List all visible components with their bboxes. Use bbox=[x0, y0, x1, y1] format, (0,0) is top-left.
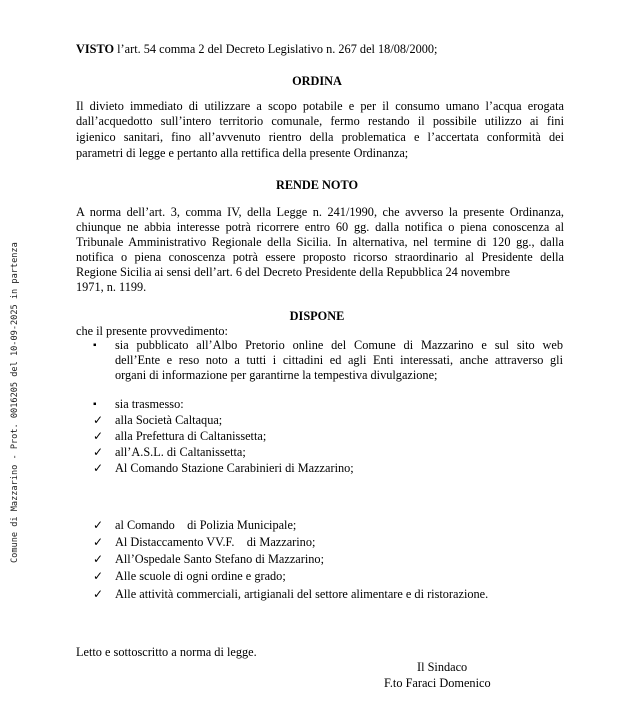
recipient-item: alla Prefettura di Caltanissetta; bbox=[115, 429, 267, 443]
signatory-name: F.to Faraci Domenico bbox=[384, 676, 491, 690]
ordina-line: dall’acquedotto sull’intero territorio comunale, fermo restando il possibile utilizzo ai fini bbox=[76, 114, 564, 128]
rende-noto-line: 1971, n. 1199. bbox=[76, 280, 147, 294]
checkmark-icon: ✓ bbox=[93, 461, 104, 475]
rende-noto-line: Regione Sicilia ai sensi dell’art. 6 del Decreto Presidente della Repubblica 24 novembre bbox=[76, 265, 511, 279]
ordina-line: Il divieto immediato di utilizzare a scopo potabile e per il consumo umano l’acqua erogata bbox=[76, 99, 564, 113]
pubblicato-line: sia pubblicato all’Albo Pretorio online del Comune di Mazzarino e sul sito web bbox=[115, 338, 563, 352]
recipient-item: Alle attività commerciali, artigianali del settore alimentare e di ristorazione. bbox=[115, 587, 489, 601]
visto-paragraph bbox=[76, 42, 437, 57]
ordina-line: parametri di legge e pertanto alla rettifica della presente Ordinanza; bbox=[76, 146, 409, 160]
checkmark-icon: ✓ bbox=[93, 587, 104, 601]
visto-label: VISTO bbox=[76, 42, 115, 56]
checkmark-icon: ✓ bbox=[93, 569, 104, 583]
square-bullet-icon: ▪ bbox=[93, 340, 97, 351]
trasmesso-label: sia trasmesso: bbox=[115, 397, 184, 411]
ordina-line: igienico sanitari, fino all’avvenuto rientro della problematica e l’accertata conformità dei bbox=[76, 130, 564, 144]
letto-sottoscritto: Letto e sottoscritto a norma di legge. bbox=[76, 645, 257, 659]
rende-noto-line: notifica o piena conoscenza potrà essere proposto ricorso straordinario al Presidente della bbox=[76, 250, 564, 264]
checkmark-icon: ✓ bbox=[93, 429, 104, 443]
ordina-heading: ORDINA bbox=[292, 74, 342, 88]
checkmark-icon: ✓ bbox=[93, 413, 104, 427]
protocol-stamp: Comune di Mazzarino - Prot. 0016205 del 10-09-2025 in partenza bbox=[10, 242, 20, 563]
square-bullet-icon: ▪ bbox=[93, 399, 97, 410]
visto-text: l’art. 54 comma 2 del Decreto Legislativo n. 267 del 18/08/2000; bbox=[114, 42, 438, 56]
rende-noto-line: Tribunale Amministrativo Regionale della Sicilia. In alternativa, nel termine di 120 gg., dalla bbox=[76, 235, 564, 249]
recipient-item: Al Distaccamento VV.F. di Mazzarino; bbox=[115, 535, 316, 549]
dispone-intro: che il presente provvedimento: bbox=[76, 324, 228, 338]
recipient-item: all’A.S.L. di Caltanissetta; bbox=[115, 445, 246, 459]
rende-noto-line: A norma dell’art. 3, comma IV, della Legge n. 241/1990, che avverso la presente Ordinanza, bbox=[76, 205, 564, 219]
recipient-item: Alle scuole di ogni ordine e grado; bbox=[115, 569, 286, 583]
recipient-item: al Comando di Polizia Municipale; bbox=[115, 518, 297, 532]
checkmark-icon: ✓ bbox=[93, 445, 104, 459]
checkmark-icon: ✓ bbox=[93, 552, 104, 566]
recipient-item: alla Società Caltaqua; bbox=[115, 413, 223, 427]
rende-noto-heading: RENDE NOTO bbox=[275, 178, 359, 192]
signatory-role: Il Sindaco bbox=[417, 660, 468, 674]
recipient-item: Al Comando Stazione Carabinieri di Mazzarino; bbox=[115, 461, 354, 475]
pubblicato-line: organi di informazione per garantirne la tempestiva divulgazione; bbox=[115, 368, 438, 382]
rende-noto-line: chiunque ne abbia interesse potrà ricorrere entro 60 gg. dalla notifica o piena conoscenza al bbox=[76, 220, 564, 234]
dispone-heading: DISPONE bbox=[289, 309, 345, 323]
recipient-item: All’Ospedale Santo Stefano di Mazzarino; bbox=[115, 552, 324, 566]
pubblicato-line: dell’Ente e reso noto a tutti i cittadini ed agli Enti interessati, anche attraverso gli bbox=[115, 353, 563, 367]
checkmark-icon: ✓ bbox=[93, 518, 104, 532]
checkmark-icon: ✓ bbox=[93, 535, 104, 549]
